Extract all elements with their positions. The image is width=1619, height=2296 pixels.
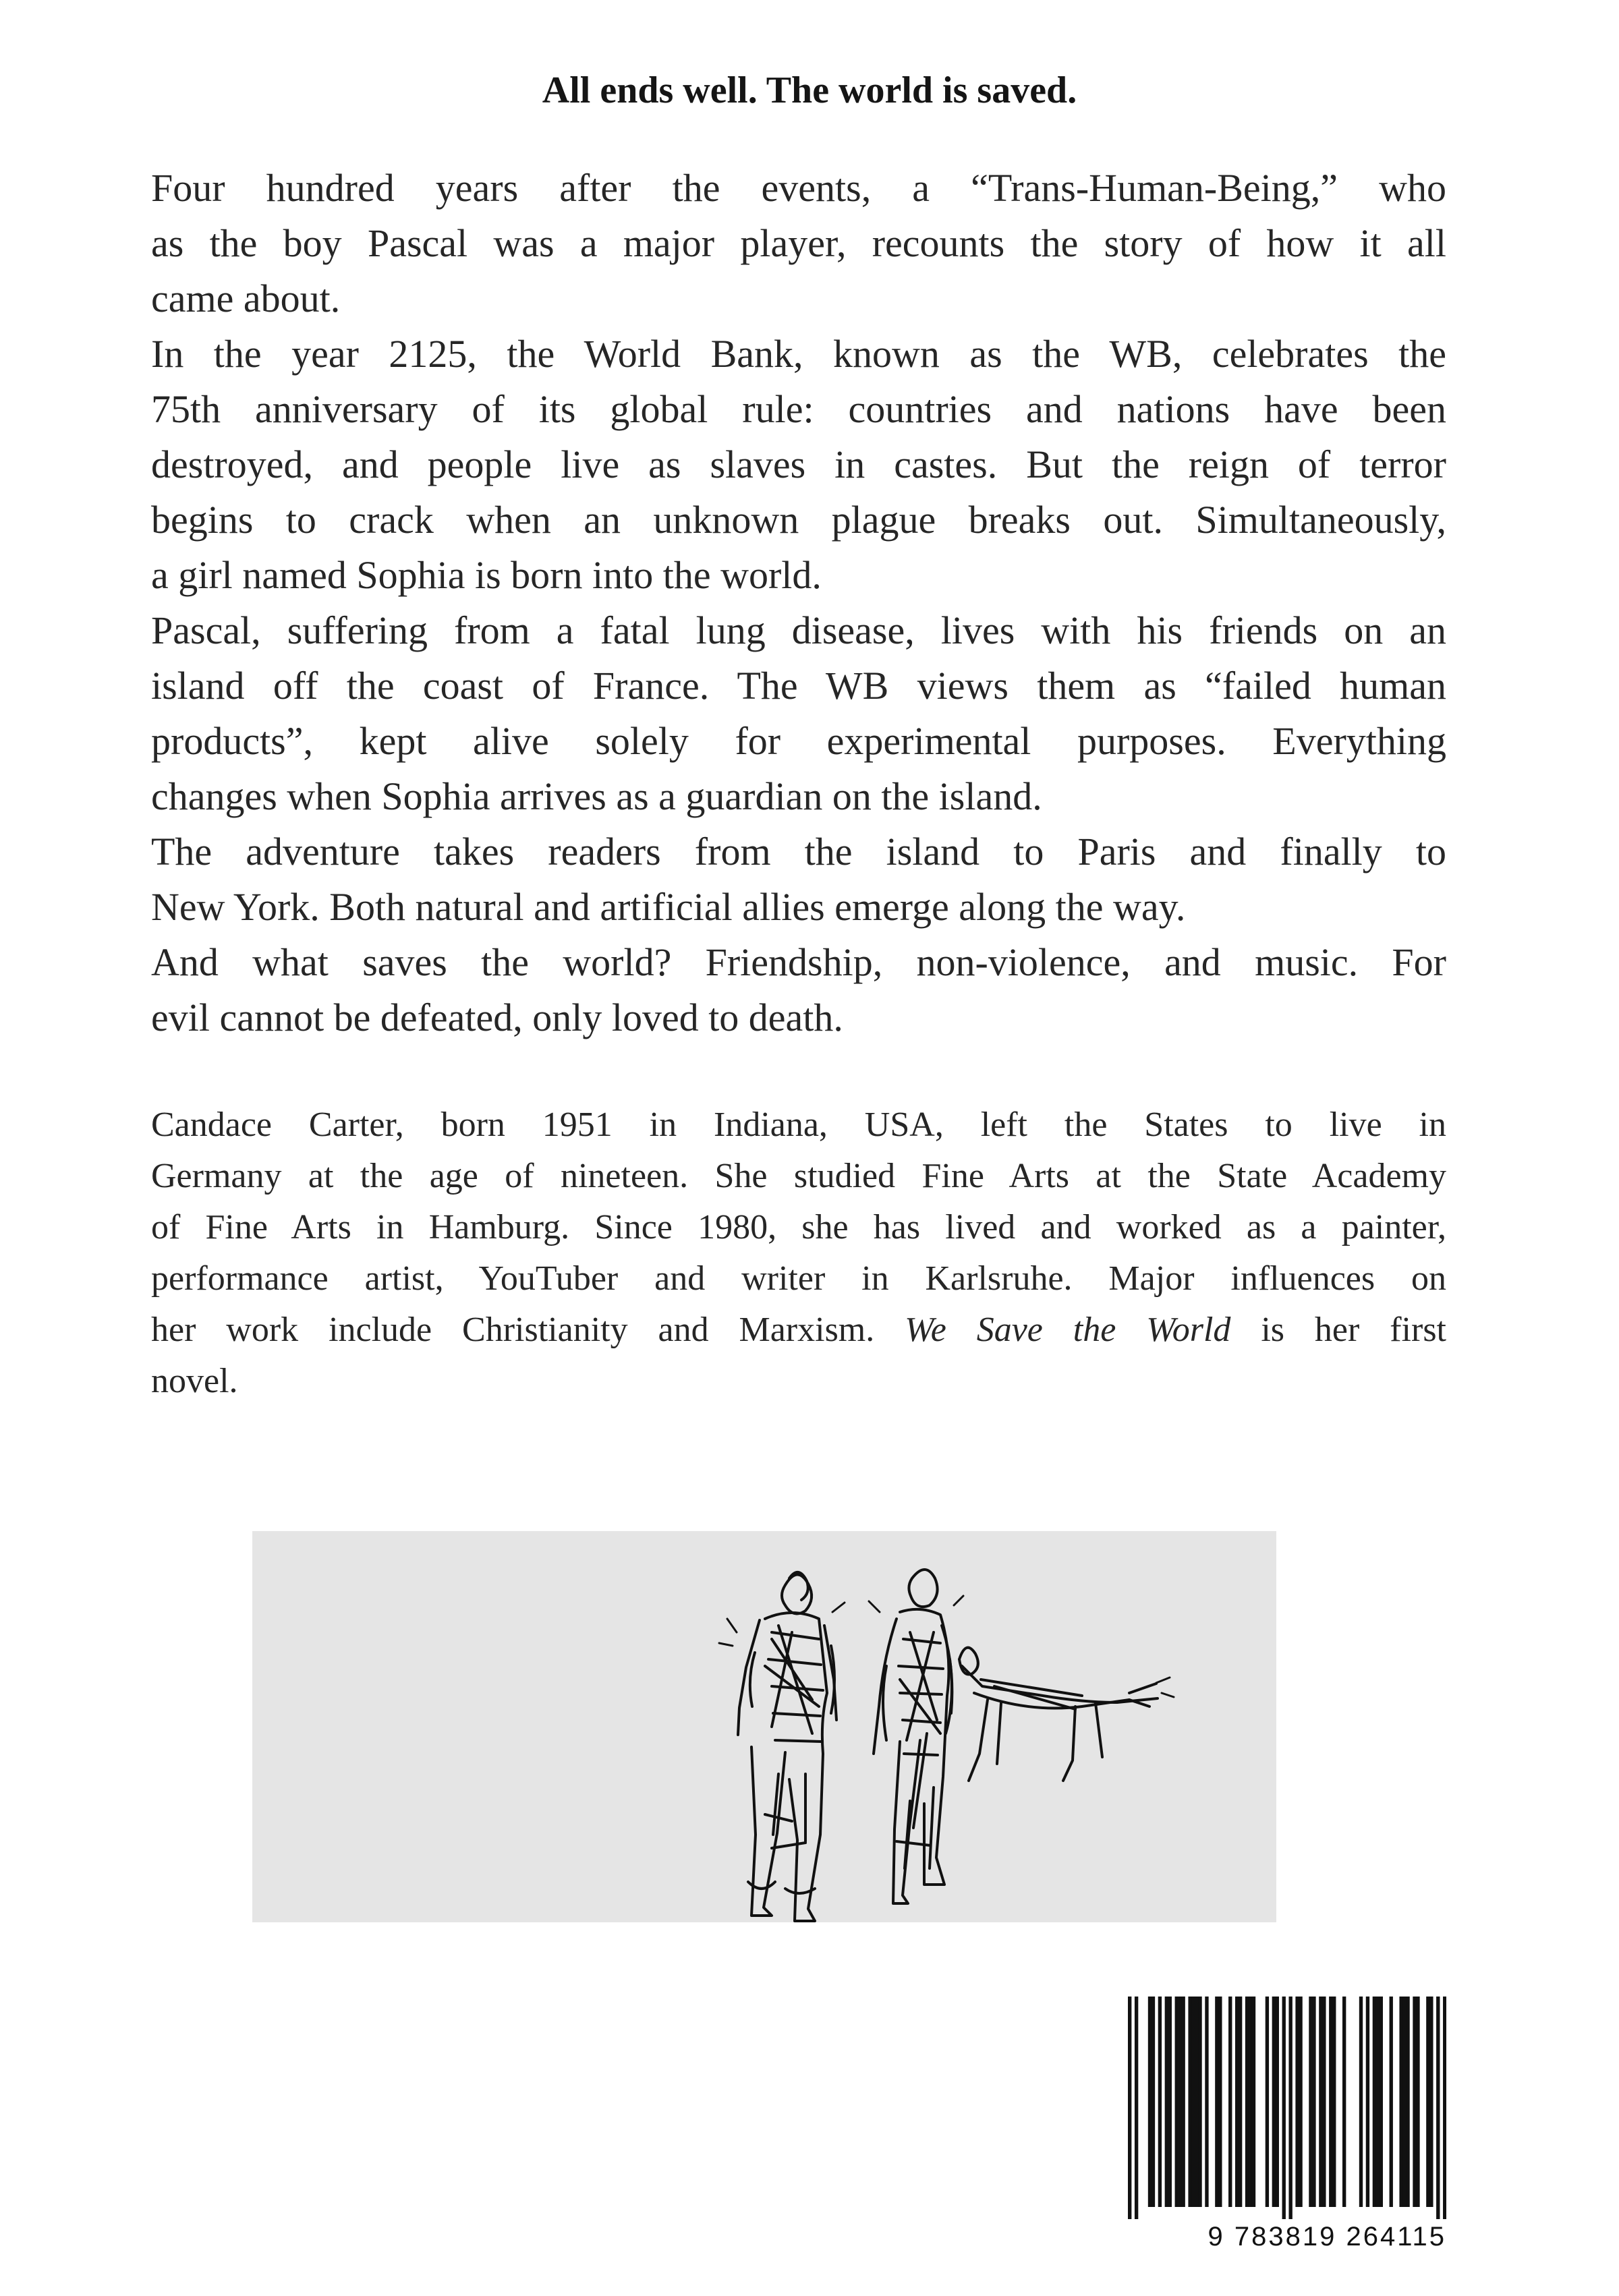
synopsis-line: In the year 2125, the World Bank, known as the WB, celebrates the [151,332,1446,376]
barcode-bars [1128,1997,1446,2219]
synopsis-line: as the boy Pascal was a major player, recounts the story of how it all [151,221,1446,265]
bio-line: Germany at the age of nineteen. She studied Fine Arts at the State Academy [151,1157,1446,1195]
barcode-bar [1148,1997,1152,2207]
barcode-bar [1168,1997,1172,2207]
tagline: All ends well. The world is saved. [542,69,1077,111]
synopsis-line: And what saves the world? Friendship, non-violence, and music. For [151,940,1446,984]
synopsis-line: Four hundred years after the events, a “Trans-Human-Being,” who [151,166,1446,210]
barcode-bar [1249,1997,1252,2207]
barcode-bar [1198,1997,1201,2207]
barcode-bar [1436,1997,1440,2219]
barcode-bar [1443,1997,1446,2219]
synopsis-line: The adventure takes readers from the island to Paris and finally to [151,830,1446,873]
isbn-barcode [1128,1997,1446,2260]
synopsis-line: New York. Both natural and artificial allies emerge along the way. [151,885,1186,929]
bio-line: Candace Carter, born 1951 in Indiana, USA, left the States to live in [151,1106,1446,1144]
barcode-bar [1235,1997,1239,2207]
barcode-bar [1135,1997,1138,2219]
barcode-bar [1332,1997,1336,2207]
barcode-bar [1413,1997,1416,2207]
bio-line: novel. [151,1362,238,1400]
dog-sketch [959,1648,1158,1781]
barcode-bar [1128,1997,1131,2219]
barcode-bar [1373,1997,1376,2207]
synopsis-line: begins to crack when an unknown plague breaks out. Simultaneously, [151,498,1446,542]
barcode-bar [1342,1997,1346,2207]
barcode-bar [1195,1997,1198,2207]
barcode-bar [1295,1997,1299,2207]
synopsis-line: evil cannot be defeated, only loved to death. [151,996,843,1039]
figures-sketch [252,1531,1276,1922]
barcode-bar [1406,1997,1409,2207]
synopsis [151,161,1446,1045]
book-title: We Save the World [905,1311,1231,1349]
bio-line [151,1304,1446,1356]
barcode-bar [1402,1997,1406,2207]
bio-line: performance artist, YouTuber and writer in Karlsruhe. Major influences on [151,1259,1446,1298]
barcode-bar [1366,1997,1369,2207]
barcode-bar [1309,1997,1312,2207]
barcode-bar [1205,1997,1208,2207]
synopsis-line: came about. [151,277,341,320]
barcode-bar [1329,1997,1332,2207]
barcode-bar [1288,1997,1292,2219]
barcode-bar [1322,1997,1326,2207]
barcode-bar [1218,1997,1222,2207]
barcode-bar [1188,1997,1191,2207]
barcode-bar [1312,1997,1315,2207]
isbn-digits: 9 783819 264115 [1208,2222,1446,2251]
barcode-bar [1426,1997,1429,2207]
cover-drawing [252,1531,1276,1922]
barcode-bar [1416,1997,1419,2207]
figure-right [874,1570,952,1903]
barcode-bar [1165,1997,1168,2207]
synopsis-line: changes when Sophia arrives as a guardian on the island. [151,774,1042,818]
bio-text: her work include Christianity and Marxism. [151,1311,905,1349]
bio-line: of Fine Arts in Hamburg. Since 1980, she has lived and worked as a painter, [151,1208,1446,1246]
barcode-bar [1299,1997,1302,2207]
figure-left [738,1572,836,1921]
barcode-bar [1215,1997,1218,2207]
barcode-bar [1390,1997,1393,2207]
barcode-bar [1380,1997,1383,2207]
barcode-bar [1319,1997,1322,2207]
synopsis-line: destroyed, and people live as slaves in castes. But the reign of terror [151,442,1446,486]
synopsis-line: 75th anniversary of its global rule: countries and nations have been [151,387,1446,431]
barcode-bar [1175,1997,1178,2207]
synopsis-line: a girl named Sophia is born into the world. [151,553,822,597]
barcode-bar [1376,1997,1380,2207]
bio-text: is her first [1230,1311,1447,1349]
barcode-bar [1191,1997,1195,2207]
barcode-bar [1272,1997,1276,2207]
barcode-bar [1228,1997,1232,2207]
synopsis-line: products”, kept alive solely for experimental purposes. Everything [151,719,1446,763]
barcode-bar [1178,1997,1182,2207]
barcode-bar [1245,1997,1249,2207]
barcode-bar [1282,1997,1286,2219]
barcode-bar [1276,1997,1279,2207]
synopsis-line: Pascal, suffering from a fatal lung disease, lives with his friends on an [151,608,1446,652]
barcode-bar [1181,1997,1185,2207]
barcode-bar [1399,1997,1402,2207]
synopsis-line: island off the coast of France. The WB views them as “failed human [151,664,1446,708]
barcode-bar [1359,1997,1363,2207]
barcode-bar [1152,1997,1155,2207]
barcode-bar [1266,1997,1269,2207]
barcode-bar [1429,1997,1433,2207]
barcode-bar [1158,1997,1162,2207]
author-bio [151,1099,1446,1407]
barcode-bar [1252,1997,1255,2207]
barcode-bar [1239,1997,1242,2207]
